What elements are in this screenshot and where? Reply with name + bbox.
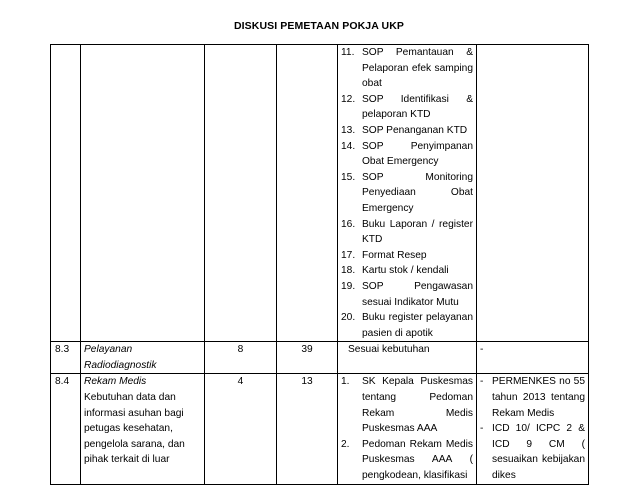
list-item-text: Buku register pelayanan pasien di apotik (362, 312, 473, 339)
mapping-table (50, 44, 589, 485)
list-marker: 13. (341, 124, 356, 136)
list-item (341, 45, 473, 92)
notes-cell (477, 374, 589, 484)
list-marker: 14. (341, 140, 356, 152)
list-marker: - (480, 423, 484, 435)
documents-cell (338, 45, 477, 342)
count-cell: 39 (277, 342, 338, 374)
list-item-text: SOP Monitoring Penyediaan Obat Emergency (362, 171, 473, 214)
list-item-text: ICD 10/ ICPC 2 & ICD 9 CM ( sesuaikan kebijakan dikes (492, 423, 585, 482)
list-marker: 12. (341, 93, 356, 105)
list-marker: 15. (341, 171, 356, 183)
activity-description: Kebutuhan data dan informasi asuhan bagi petugas kesehatan, pengelola sarana, dan pihak terkait di luar (84, 392, 185, 466)
document-list (341, 374, 473, 483)
list-marker: 19. (341, 280, 356, 292)
list-item (341, 92, 473, 123)
notes-cell: - (477, 342, 589, 374)
list-item-text: Buku Laporan / register KTD (362, 218, 473, 246)
list-item (341, 139, 473, 170)
list-item-text: SOP Pengawasan sesuai Indikator Mutu (362, 280, 473, 308)
list-marker: 20. (341, 312, 356, 324)
activity-cell (81, 342, 205, 374)
table-row (51, 374, 589, 484)
list-item (341, 248, 473, 264)
list-marker: 16. (341, 218, 356, 230)
count-cell (277, 45, 338, 342)
activity-cell (81, 374, 205, 484)
document-list (341, 45, 473, 341)
document-title: DISKUSI PEMETAAN POKJA UKP (233, 20, 405, 32)
list-item (480, 374, 585, 421)
count-cell: 4 (205, 374, 277, 484)
activity-cell (81, 45, 205, 342)
list-marker: - (480, 376, 484, 388)
list-item (341, 123, 473, 139)
list-item-text: SK Kepala Puskesmas tentang Pedoman Rekam Medis Puskesmas AAA (362, 376, 473, 435)
list-item (341, 170, 473, 217)
documents-cell (338, 374, 477, 484)
list-marker: 11. (341, 47, 355, 58)
list-item-text: PERMENKES no 55 tahun 2013 tentang Rekam Medis (492, 376, 585, 419)
row-number-cell: 8.4 (51, 374, 81, 484)
list-marker: 18. (341, 265, 356, 277)
list-marker: 2. (341, 438, 350, 450)
list-item-text: SOP Pemantauan & Pelaporan efek samping obat (362, 47, 473, 90)
table-row (51, 342, 589, 374)
list-item (341, 279, 473, 310)
list-marker: 17. (341, 249, 356, 261)
count-cell: 13 (277, 374, 338, 484)
list-item-text: SOP Penanganan KTD (362, 124, 468, 136)
count-cell (205, 45, 277, 342)
row-number-cell (51, 45, 81, 342)
list-item (480, 421, 585, 483)
activity-name: Rekam Medis (84, 376, 147, 388)
list-item-text: SOP Penyimpanan Obat Emergency (362, 140, 473, 168)
table-row (51, 45, 589, 342)
row-number-cell: 8.3 (51, 342, 81, 374)
list-item-text: Format Resep (362, 249, 427, 261)
list-item-text: Kartu stok / kendali (362, 265, 449, 277)
notes-list (480, 374, 585, 483)
list-marker: 1. (341, 376, 350, 388)
list-item-text: Pedoman Rekam Medis Puskesmas AAA ( pengkodean, klasifikasi (362, 438, 473, 482)
documents-cell: Sesuai kebutuhan (338, 342, 477, 374)
notes-cell (477, 45, 589, 342)
list-item-text: SOP Identifikasi & pelaporan KTD (362, 93, 473, 121)
list-item (341, 374, 473, 436)
list-item (341, 437, 473, 484)
list-item (341, 217, 473, 248)
list-item (341, 310, 473, 341)
list-item (341, 263, 473, 279)
activity-name: Pelayanan Radiodiagnostik (84, 344, 157, 371)
count-cell: 8 (205, 342, 277, 374)
